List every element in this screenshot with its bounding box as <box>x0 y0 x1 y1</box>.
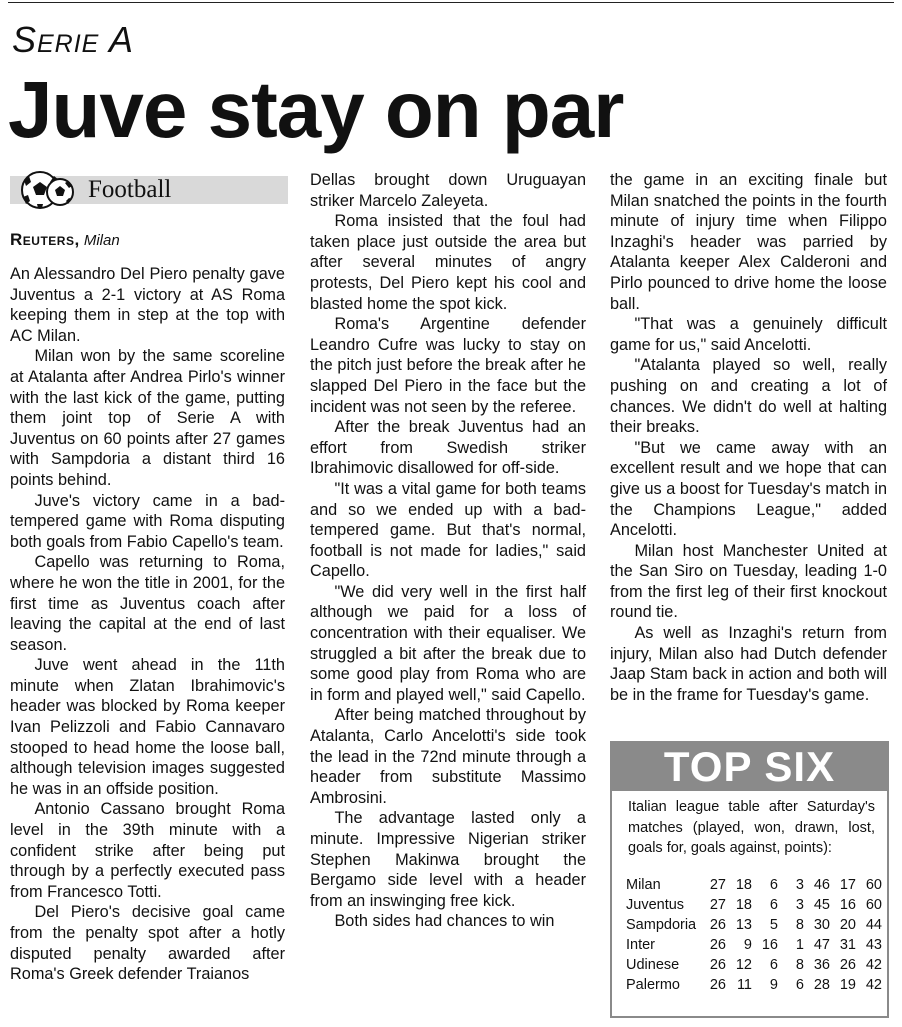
paragraph: Del Piero's decisive goal came from the penalty spot after a hotly disputed penalty awarded after Roma's Greek defender Traianos <box>10 903 285 984</box>
table-cell: 8 <box>795 956 804 973</box>
paragraph: Capello was returning to Roma, where he won the title in 2001, for the first time as Juventus coach after leaving the capital at the end of last season. <box>10 553 285 654</box>
category-band <box>10 168 288 212</box>
table-cell: 31 <box>839 936 856 953</box>
paragraph: An Alessandro Del Piero penalty gave Juventus a 2-1 victory at AS Roma keeping them in step at the top with AC Milan. <box>10 265 285 345</box>
paragraph: "That was a genuinely difficult game for us," said Ancelotti. <box>610 315 887 354</box>
team-name: Milan <box>626 876 661 893</box>
table-cell: 19 <box>839 976 856 993</box>
team-name: Juventus <box>626 896 685 913</box>
article-column-3 <box>610 170 887 705</box>
headline: Juve stay on par <box>8 65 624 154</box>
table-cell: 44 <box>865 916 882 933</box>
paragraph: As well as Inzaghi's return from injury, Milan also had Dutch defender Jaap Stam back in action and both will be in the frame for Tuesday's game. <box>610 624 887 704</box>
table-cell: 12 <box>735 956 752 973</box>
section-heading: Serie A <box>12 19 135 60</box>
team-name: Palermo <box>626 976 680 993</box>
table-cell: 6 <box>769 956 778 973</box>
table-cell: 26 <box>839 956 856 973</box>
table-cell: 26 <box>709 916 726 933</box>
league-table <box>626 875 882 995</box>
table-cell: 3 <box>795 876 804 893</box>
paragraph: After being matched throughout by Atalanta, Carlo Ancelotti's side took the lead in the 72nd minute through a header from substitute Massimo Ambrosini. <box>310 706 586 807</box>
paragraph: Both sides had chances to win <box>334 912 555 931</box>
table-row <box>626 915 882 935</box>
table-cell: 28 <box>813 976 830 993</box>
paragraph: Roma insisted that the foul had taken place just outside the area but after several minutes of angry protests, Del Piero kept his cool and blasted home the spot kick. <box>310 212 586 313</box>
top-rule <box>8 2 894 3</box>
top-six-intro: Italian league table after Saturday's matches (played, won, drawn, lost, goals for, goals against, points): <box>628 799 875 856</box>
table-cell: 42 <box>865 956 882 973</box>
table-cell: 18 <box>735 876 752 893</box>
paragraph: Milan won by the same scoreline at Atalanta after Andrea Pirlo's winner with the last kick of the game, putting them joint top of Serie A with Juventus on 60 points after 27 games with Sampdoria a distant third 16 points behind. <box>10 347 285 489</box>
table-cell: 6 <box>769 896 778 913</box>
table-row <box>626 955 882 975</box>
table-cell: 8 <box>795 916 804 933</box>
table-cell: 20 <box>839 916 856 933</box>
paragraph: Dellas brought down Uruguayan striker Marcelo Zaleyeta. <box>310 171 586 210</box>
byline <box>10 230 120 251</box>
table-cell: 1 <box>795 936 804 953</box>
top-six-title: TOP SIX <box>612 743 887 791</box>
byline-place: Milan <box>83 232 120 249</box>
table-cell: 60 <box>865 896 882 913</box>
table-cell: 26 <box>709 976 726 993</box>
paragraph: The advantage lasted only a minute. Impressive Nigerian striker Stephen Makinwa brought the Bergamo side level with a header from an inswinging free kick. <box>310 809 586 910</box>
table-cell: 43 <box>865 936 882 953</box>
paragraph: the game in an exciting finale but Milan snatched the points in the fourth minute of injury time when Filippo Inzaghi's header was parried by Atalanta keeper Alex Calderoni and Pirlo pounced to drive home the loose ball. <box>610 171 887 313</box>
team-name: Udinese <box>626 956 680 973</box>
paragraph: Juve's victory came in a bad-tempered game with Roma disputing both goals from Fabio Capello's team. <box>10 491 285 551</box>
paragraph: "We did very well in the first half although we paid for a loss of concentration with their equaliser. We struggled a bit after the break due to some good play from Roma who are in form and played well," said Capello. <box>310 582 586 704</box>
table-cell: 42 <box>865 976 882 993</box>
paragraph: "It was a vital game for both teams and so we ended up with a bad-tempered game. But that's normal, football is not made for ladies," said Capello. <box>310 479 586 581</box>
table-cell: 18 <box>735 896 752 913</box>
paragraph: After the break Juventus had an effort from Swedish striker Ibrahimovic disallowed for off-side. <box>310 418 586 478</box>
byline-agency: Reuters, <box>10 230 80 249</box>
table-row <box>626 875 882 895</box>
table-cell: 47 <box>813 936 830 953</box>
paragraph: Antonio Cassano brought Roma level in the 39th minute with a confident strike after being put through by a perfectly executed pass from Francesco Totti. <box>10 800 285 901</box>
table-row <box>626 935 882 955</box>
paragraph: Roma's Argentine defender Leandro Cufre was lucky to stay on the pitch just before the break after he slapped Del Piero in the face but the incident was not seen by the referee. <box>310 315 586 416</box>
paragraph: "Atalanta played so well, really pushing on and creating a lot of chances. We didn't do well at halting their breaks. <box>610 356 887 437</box>
table-cell: 6 <box>769 876 778 893</box>
table-cell: 17 <box>839 876 856 893</box>
table-cell: 9 <box>769 976 778 993</box>
paragraph: Milan host Manchester United at the San Siro on Tuesday, leading 1-0 from the first leg of their first knockout round tie. <box>610 541 887 622</box>
table-cell: 46 <box>813 876 830 893</box>
table-cell: 30 <box>813 916 830 933</box>
table-cell: 27 <box>709 876 726 893</box>
article-column-2 <box>310 170 586 932</box>
table-cell: 26 <box>709 956 726 973</box>
table-cell: 60 <box>865 876 882 893</box>
table-cell: 6 <box>795 976 804 993</box>
table-row <box>626 895 882 915</box>
paragraph: "But we came away with an excellent result and we hope that can give us a boost for Tuesday's match in the Champions League," added Ancelotti. <box>610 438 887 540</box>
table-cell: 13 <box>735 916 752 933</box>
team-name: Inter <box>626 936 656 953</box>
table-cell: 36 <box>813 956 830 973</box>
team-name: Sampdoria <box>626 916 697 933</box>
table-cell: 45 <box>813 896 830 913</box>
table-cell: 26 <box>709 936 726 953</box>
table-cell: 16 <box>839 896 856 913</box>
table-cell: 3 <box>795 896 804 913</box>
top-six-box <box>610 741 889 1018</box>
football-icon <box>16 170 78 210</box>
table-cell: 11 <box>736 976 752 993</box>
table-cell: 5 <box>769 916 778 933</box>
category-label: Football <box>88 176 172 203</box>
article-column-1 <box>10 264 285 985</box>
table-row <box>626 975 882 995</box>
table-cell: 16 <box>761 936 778 953</box>
paragraph: Juve went ahead in the 11th minute when Zlatan Ibrahimovic's header was blocked by Roma keeper Ivan Pelizzoli and Fabio Cannavaro stooped to head home the loose ball, although television images suggested he was in an offside position. <box>10 656 285 798</box>
table-cell: 9 <box>743 936 752 953</box>
table-cell: 27 <box>709 896 726 913</box>
